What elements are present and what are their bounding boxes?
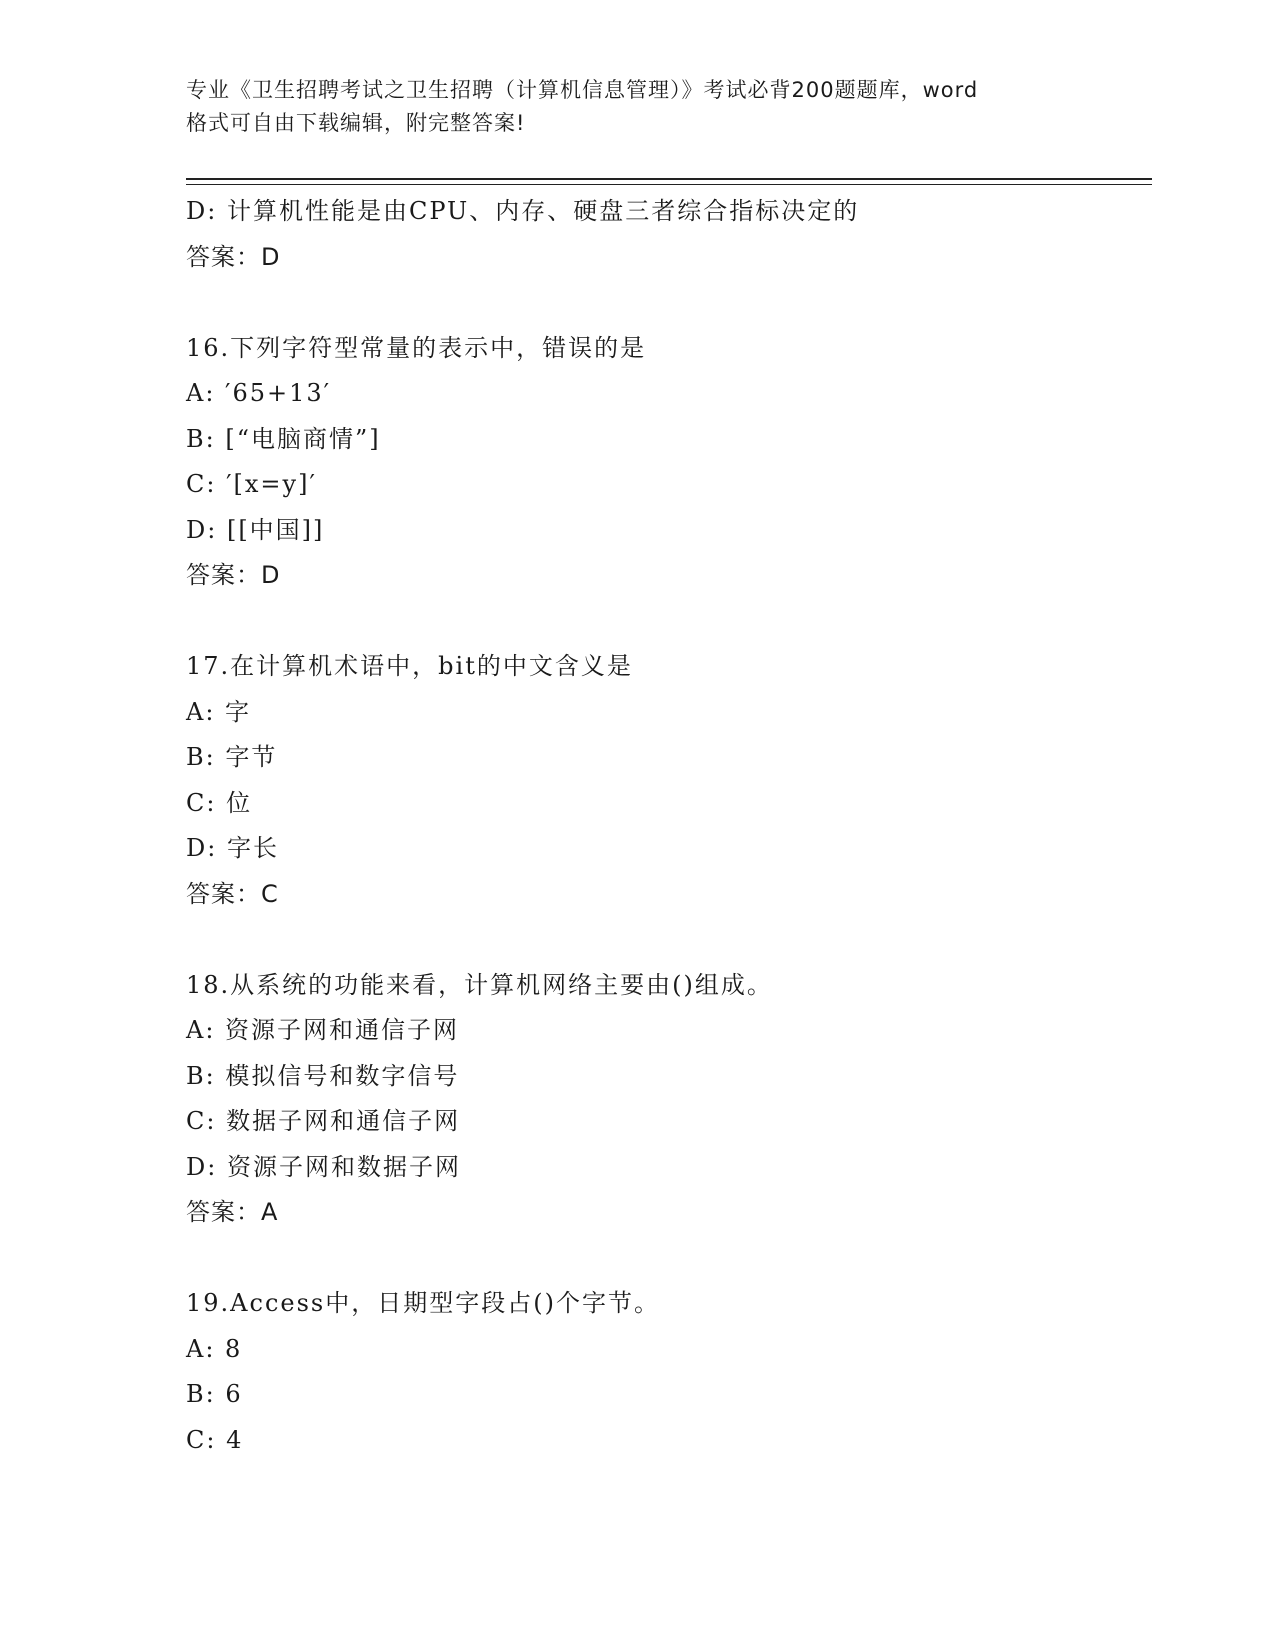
question-stem-19: 19.Access中，日期型字段占()个字节。 <box>186 1289 660 1317</box>
option-d: D: [[中国]] <box>186 515 325 544</box>
answer-line: 答案：D <box>186 561 281 589</box>
spacer <box>186 917 1152 963</box>
header-divider-thick <box>186 178 1152 180</box>
question-list <box>186 189 1152 1463</box>
option-b: B: 字节 <box>186 743 278 771</box>
option-c: C: 位 <box>186 788 253 817</box>
header-line-2: 格式可自由下载编辑，附完整答案! <box>186 111 526 135</box>
option-b: B: 模拟信号和数字信号 <box>186 1061 460 1090</box>
header-divider-thin <box>186 184 1152 185</box>
answer-line: 答案：A <box>186 1198 279 1226</box>
option-d: D: 资源子网和数据子网 <box>186 1152 461 1181</box>
question-stem-17: 17.在计算机术语中，bit的中文含义是 <box>186 652 633 680</box>
spacer <box>186 599 1152 645</box>
option-c: C: 4 <box>186 1425 244 1454</box>
option-b: B: 6 <box>186 1380 243 1408</box>
document-header <box>186 74 1086 140</box>
option-c: C: ′[x=y]′ <box>186 470 317 498</box>
question-stem-16: 16.下列字符型常量的表示中，错误的是 <box>186 333 647 362</box>
question-stem-18: 18.从系统的功能来看，计算机网络主要由()组成。 <box>186 970 773 999</box>
answer-line: 答案：D <box>186 242 281 271</box>
option-a: A: 资源子网和通信子网 <box>186 1016 460 1044</box>
option-a: A: 8 <box>186 1334 243 1363</box>
option-d: D: 计算机性能是由CPU、内存、硬盘三者综合指标决定的 <box>186 197 860 225</box>
spacer <box>186 1236 1152 1282</box>
option-d: D: 字长 <box>186 834 279 862</box>
answer-line: 答案：C <box>186 879 279 908</box>
option-a: A: 字 <box>186 697 252 726</box>
option-a: A: ′65+13′ <box>186 379 332 407</box>
header-line-1: 专业《卫生招聘考试之卫生招聘（计算机信息管理）》考试必背200题题库，word <box>186 78 979 102</box>
spacer <box>186 280 1152 326</box>
option-c: C: 数据子网和通信子网 <box>186 1107 461 1135</box>
option-b: B: [“电脑商情”] <box>186 424 381 453</box>
